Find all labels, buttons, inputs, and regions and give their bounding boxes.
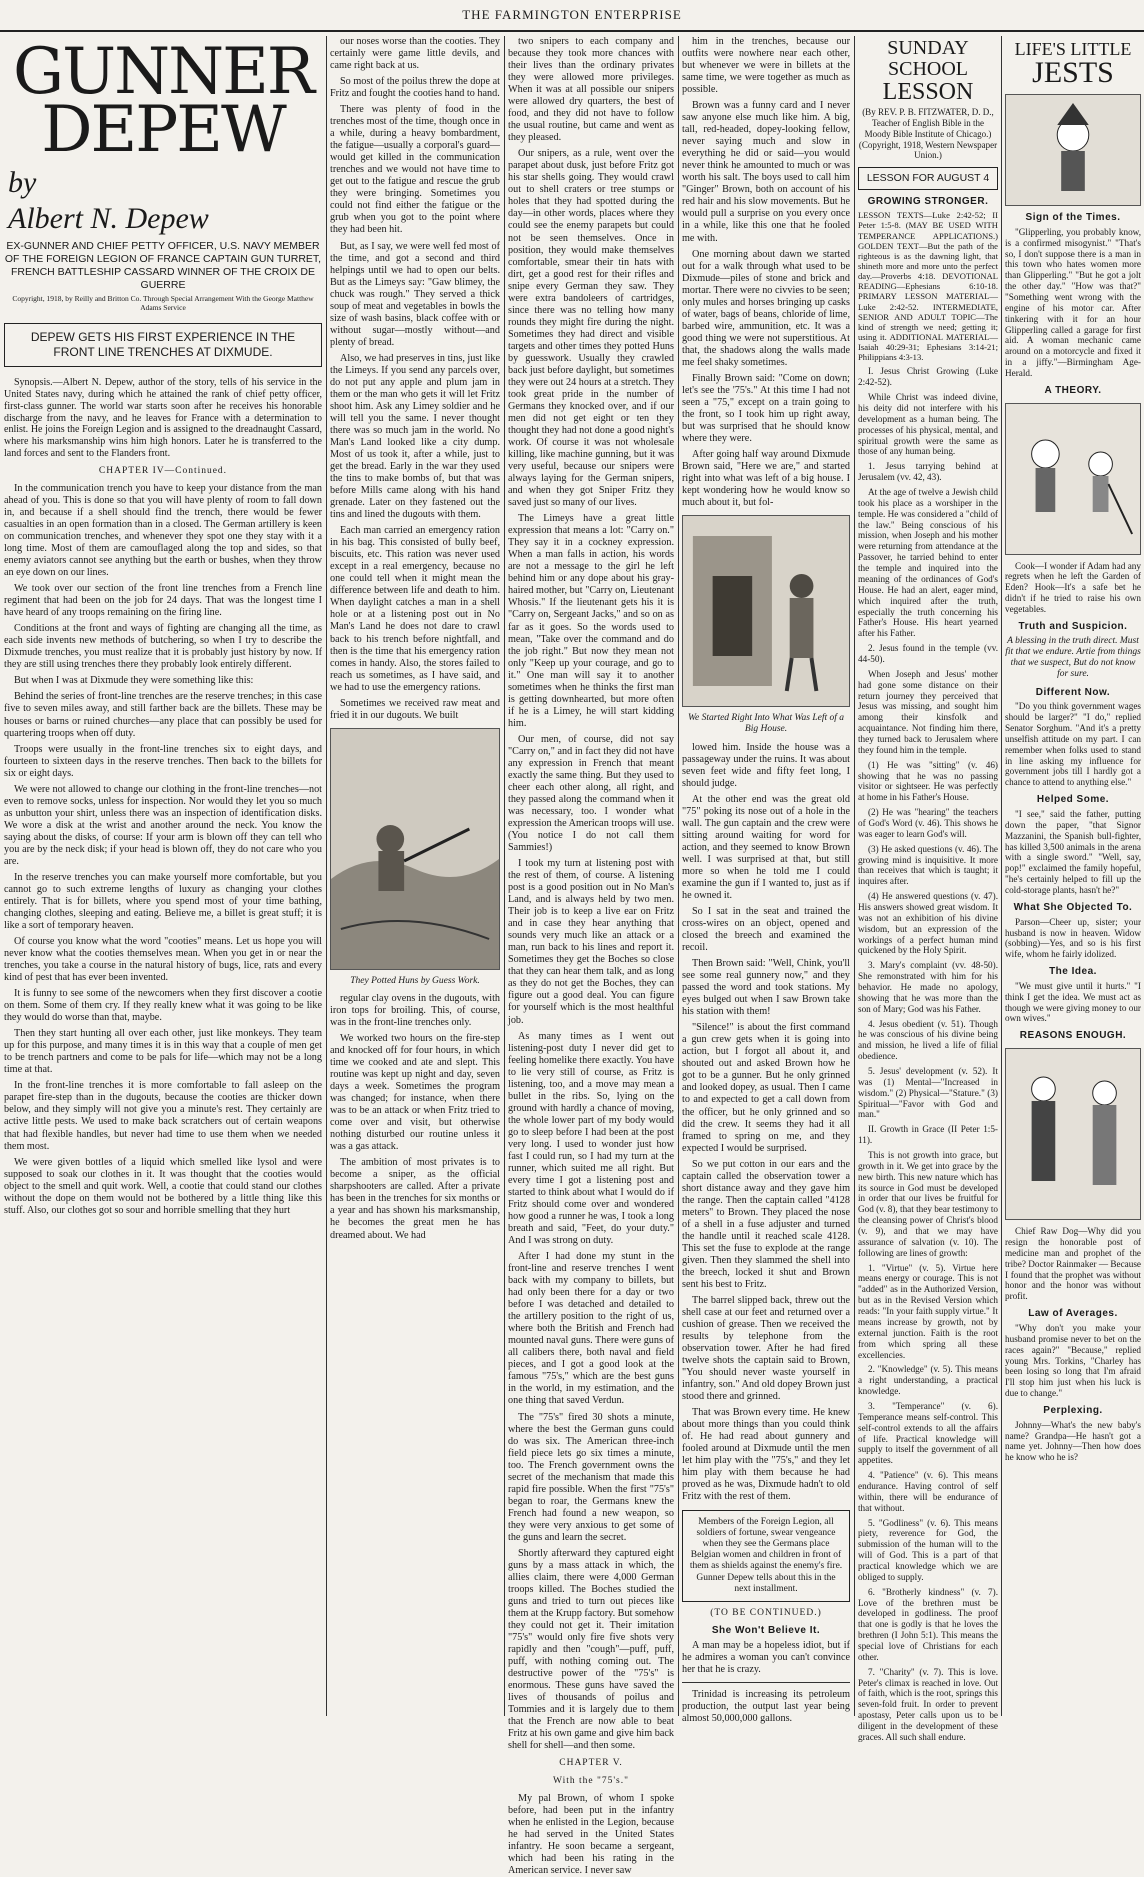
paragraph: So I sat in the seat and trained the cross-wires on an object, opened and closed the breech and examined the recoil. [682,906,850,954]
trench-illustration-svg [331,729,499,969]
paragraph: two snipers to each company and because they took more chances with their lives than the ordinary privates they were allowed more privileges. When it was at all possible our snipers were allowed dry quarters, the best of food, and they did not have to follow the usual routine, but came and went as they pleased. [508,36,674,144]
sunday-school-title [858,38,998,105]
author-credentials: EX-GUNNER AND CHIEF PETTY OFFICER, U.S. NAVY MEMBER OF THE FOREIGN LEGION OF FRANCE CAPTAIN GUN TURRET, FRENCH BATTLESHIP CASSARD WINNER OF THE CROIX DE GUERRE [4,239,322,292]
column-rule [854,36,855,1716]
sunday-school-column [858,36,998,1742]
paragraph: Then they start hunting all over each other, just like monkeys. They team up for this purpose, and many times it is in this way that a couple of men get to be trench partners and come to be pals for life—which may not be a long time at that. [4,1028,322,1076]
paragraph: Our men, of course, did not say "Carry on," and in fact they did not have any expression in French that meant exactly the same thing. But they used to cheer each other along, all right, and they passed along the command when it was necessary, too. I wonder what expression the American troops will use. (You notice I do not call them Sammies!) [508,733,674,854]
paragraph: After I had done my stunt in the front-line and reserve trenches I went back with my company to billets, but had only been there for a day or two before I was detached and detailed to the artillery position to the right of us, where both the British and French had mounted naval guns. There were guns of all calibers there, both naval and field pieces, and I got a good look at the famous "75's," which are the best guns in the world, in my estimation, and the one thing that saved Verdun. [508,1251,674,1407]
paragraph: Behind the series of front-line trenches are the reserve trenches; in this case five to seven miles away, and still farther back are the billets. These may be houses or barns or ruined churches—any place that can possibly be used for quartering troops when off duty. [4,691,322,739]
paragraph: The Limeys have a great little expression that means a lot: "Carry on." They say it in a cockney expression. When a man falls in action, his words are not a message to the girl he left behind him or any dope about his gray-haired mother, but "Carry on, Lieutenant Whosis." If the lieutenant gets his it is "Carry on, Sergeant Jacks," and so on as far as it goes. So the words used to mean, "Take over the command and do the job right." But now they mean not only "Keep up your courage, and go to it." One man will say it to another sometimes when he thinks the first man is getting downhearted, but more often if he is a Limey, he will start kidding him. [508,513,674,729]
by-word: by [8,166,37,200]
perplex-heading: Perplexing. [1043,1404,1103,1416]
ssl-byline: (By REV. P. B. FITZWATER, D. D., Teacher of English Bible in the Moody Bible Institute of Chicago.) (Copyright, 1918, Western Newspaper Union.) [858,107,998,161]
illustration-caption-2: We Started Right Into What Was Left of a Big House. [687,713,845,735]
divider [682,1682,850,1683]
column-2-bottom-paragraphs [330,993,500,1242]
law-text: "Why don't you make your husband promise never to bet on the races again?" "Because," replied young Mrs. Torkins, "Charley has been losing so long that I'm afraid I'll stop him just when his luck is due to change." [1005,1322,1141,1399]
paragraph: 7. "Charity" (v. 7). This is love. Peter's climax is reached in love. Out of faith, which is the root, springs this seven-fold fruit. In order to prevent apostasy, Peter calls upon us to be diligent in the development of these graces. All such shall endure. [858,1666,998,1742]
lifes-jests-column [1005,36,1141,1716]
paragraph: regular clay ovens in the dugouts, with iron tops for broiling. This, of course, was in the front-line trenches only. [330,992,500,1028]
reasons-cartoon [1005,1048,1141,1220]
paragraph: II. Growth in Grace (II Peter 1:5-11). [858,1124,998,1146]
paragraph: 5. Jesus' development (v. 52). It was (1) Mental—"Increased in wisdom." (2) Physical—"Stature." (3) Spiritual—"Favor with God and man." [858,1066,998,1120]
paragraph: At the other end was the great old "75" poking its nose out of a hole in the wall. The gun captain and the crew were sitting around waiting for word for action, and they seemed to know Brown well. I was surprised at that, but still more so when he told me I could examine the gun if I wanted to, just as if he owned it. [682,793,850,901]
chapter-5-heading: CHAPTER V. [559,1758,623,1769]
chapter-heading: CHAPTER IV—Continued. [98,465,228,476]
paragraph: We worked two hours on the fire-step and knocked off for four hours, in which time we cooked and ate and slept. This routine was kept up night and day, seven days a week. Sometimes the program was changed; for instance, when there was to be an attack or when Fritz tried to come over and visit, but otherwise nothing disturbed our routine unless it was a gas attack. [330,1033,500,1153]
reasons-heading: REASONS ENOUGH. [1019,1030,1127,1042]
column-rule [1001,36,1002,1716]
paragraph: lowed him. Inside the house was a passageway under the ruins. It was about seven feet wide and fifty feet long, I should judge. [682,741,850,789]
paragraph: (4) He answered questions (v. 47). His answers showed great wisdom. It was not an exhibition of his divine wisdom, but an expression of the workings of a perfect human mind quickened by the Holy Spirit. [858,891,998,956]
paragraph: 2. "Knowledge" (v. 5). This means a right understanding, a practical knowledge. [858,1364,998,1397]
paragraph: So most of the poilus threw the dope at Fritz and fought the cooties hand to hand. [330,76,500,100]
paragraph: (3) He asked questions (v. 46). The growing mind is inquisitive. It more than receives that which is taught; it inquires after. [858,843,998,887]
column-rule [326,36,327,1716]
paragraph: We were not allowed to change our clothing in the front-line trenches—not even to remove socks, unless for inspection. Nor would they let you so much as unbutton your shirt, unless there was an inspection of identification disks. We wore a disk at the wrist and another around the neck. You know the saying about the disks, of course: If your arm is blown off they can tell who you are by the neck disk; if your head is blown off, they do not care who you are. [4,783,322,867]
paragraph: Also, we had preserves in tins, just like the Limeys. If you send any parcels over, do not put any apple and plum jam in them or the man who gets it will let Fritz shoot him. Ask any Limey soldier and he will tell you the same. I never thought there was so much jam in the world. No Man's Land looked like a city dump. Most of us took it, after a while, just to get the bread. Early in the war they used the tins to make bombs of, but that was before Mills came along with his hand grenade. Later on they fastened out the tins and lined the dugouts with them. [330,352,500,521]
paragraph: 1. Jesus tarrying behind at Jerusalem (vv. 42, 43). [858,461,998,483]
paragraph: Sometimes we received raw meat and fried it in our dugouts. We built [330,697,500,721]
filler-text-2: Trinidad is increasing its petroleum production, the output last year being almost 50,000,000 gallons. [682,1689,850,1725]
lesson-texts: LESSON TEXTS—Luke 2:42-52; II Peter 1:5-8. (MAY BE USED WITH TEMPERANCE APPLICATIONS.) GOLDEN TEXT—But the path of the righteous is as the dawning light, that shineth more and more unto the perfect day.—Proverbs 4:18. DEVOTIONAL READING—Ephesians 6:10-18. PRIMARY LESSON MATERIAL—Luke 2:42-52. INTERMEDIATE, SENIOR AND ADULT TOPIC—The kind of strength we need; getting it; using it. ADDITIONAL MATERIAL—Isaiah 40:29-31; Ephesians 3:14-21; Philippians 4:3-13. [858,210,998,363]
lesson-date-box: LESSON FOR AUGUST 4 [858,167,998,189]
paragraph: At the age of twelve a Jewish child took his place as a worshiper in the temple. He was considered a "child of the law." Being conscious of his mission, when Joseph and his mother were returning from attendance at the Passover, he tarried behind to enter the temple and inquired into the meaning of the ordinances of God's House. He had an alert, eager mind, which inquired after the truth, especially the truth concerning his Father's House. His heart yearned after his Father. [858,487,998,639]
installment-headline: DEPEW GETS HIS FIRST EXPERIENCE IN THE FRONT LINE TRENCHES AT DIXMUDE. [4,323,322,367]
paragraph: The "75's" fired 30 shots a minute, where the best the German guns could do was six. The American three-inch field piece lets go six times a minute, too. The French government owns the secret of the mechanism that made this rapid fire possible. When the first "75's" began to roar, the Germans knew the French had found a new weapon, so they were very anxious to get some of the guns and learn the secret. [508,1411,674,1543]
chapter-5-subheading: With the "75's." [552,1775,629,1786]
jest-1-heading: Sign of the Times. [1025,212,1121,223]
paragraph: The ambition of most privates is to become a sniper, as the official sharpshooters are called. After a private has been in the trenches for six months or a year and has shown his marksmanship, he becomes the great men he has dreamed about. We had [330,1157,500,1241]
ssl-title-line-1: SUNDAY SCHOOL [887,37,969,80]
paragraph: 6. "Brotherly kindness" (v. 7). Love of the brethren must be developed in godliness. The proof that one is godly is that he loves the brethren (I John 5:1). This means the special love of Christians for each other. [858,1586,998,1662]
paragraph: 2. Jesus found in the temple (vv. 44-50). [858,643,998,664]
title-line-2: DEPEW [41,92,285,167]
reasons-caption: Chief Raw Dog—Why did you resign the honorable post of medicine man and prophet of the tribe? Doctor Rainmaker — Because I found that the prophet was without honor and the honor was without profit. [1005,1226,1141,1302]
reasons-cartoon-svg [1006,1049,1140,1219]
paragraph: As many times as I went out listening-post duty I never did get to feeling homelike there exactly. You have to lie very still of course, as Fritz is listening, too, and a move may mean a bullet in the ribs. So, lying on the ground with hardly a chance of moving, the whole lower part of my body would go to sleep before I had been at the post very long. I used to wonder just how fast I could run, so I had my turn at the runner, which suited me all right. But every time I got a listening post and started to think about what I would do if Fritz should come over and wondered how good a runner he was, I took a long breath and said, "Feet, do your duty." And I was strong on duty. [508,1030,674,1247]
paragraph: him in the trenches, because our outfits were nowhere near each other, but whenever we were in billets at the same time, we were together as much as possible. [682,36,850,96]
column-rule [504,36,505,1716]
truth-verse: A blessing in the truth direct. Must fit that we endure. Artie from things that we suspect, But do not know for sure. [1005,635,1141,680]
serial-title [4,35,322,167]
serial-column-2 [330,36,500,1716]
paragraph: It is funny to see some of the newcomers when they first discover a cootie on them. Some of them cry. If they really knew what it was going to be like they would do worse than that, maybe. [4,988,322,1024]
illustration-big-house [682,515,850,707]
masthead: THE FARMINGTON ENTERPRISE [0,0,1144,32]
paragraph: In the communication trench you have to keep your distance from the man ahead of you. This is done so that you will have plenty of room to fall down in, and because if a shell should find the trench, there would be fewer casualties in an open formation than in a closed. The German artillery is keen on communication trenches, and whenever they spot one they stay with it a long time. Most of them are camouflaged along the top and sides, so that enemy aviators cannot see anything but the earth or bushes, when they throw an eye down on our lines. [4,482,322,579]
paragraph: I. Jesus Christ Growing (Luke 2:42-52). [858,366,998,388]
serial-column-4 [682,36,850,1725]
paragraph: There was plenty of food in the trenches most of the time, though once in a while, during a heavy bombardment, the fatigue—usually a corporal's guard—would get killed in the communication trenches and we would not have time to get out to the fatigue and rescue the grub they were bringing. Sometimes you could not find either the fatigue or the grub when you got to the point where they had been hit. [330,104,500,236]
paragraph: One morning about dawn we started out for a walk through what used to be Dixmude—piles of stone and brick and mortar. There were no civvies to be seen; only mules and horses bringing up casks of water, bags of beans, chloride of lime, barbed wire, ammunition, etc. It was a good thing we were not superstitious. At that, the shadows along the walls made me feel shaky sometimes. [682,248,850,368]
paragraph: 4. Jesus obedient (v. 51). Though he was conscious of his divine being and mission, he lived a life of filial obedience. [858,1018,998,1062]
paragraph: (2) He was "hearing" the teachers of God's Word (v. 46). This shows he was eager to learn God's will. [858,807,998,839]
paragraph: In the front-line trenches it is more comfortable to fall asleep on the parapet fire-step than in the dugouts, because the cooties are thicker down below, and they simply will not give you a minute's rest. They certainly are active little pests. We used to make back scratchers out of certain weapons that had flexible handles, but never had time to use them when we needed them most. [4,1080,322,1152]
paragraph: I took my turn at listening post with the rest of them, of course. A listening post is a good position out in No Man's Land, and is always held by two men. Their job is to keep a live ear on Fritz and in case they hear anything that sounds very much like an attack or a man, run back to his lines and report it. Sometimes they get the Boches so close that they can hear them talk, and as long as they do not get the Boches, they can figure out a good deal. You can figure for yourself which is the most healthful job. [508,858,674,1026]
theory-cartoon [1005,403,1141,555]
to-be-continued: (TO BE CONTINUED.) [710,1607,822,1618]
helped-heading: Helped Some. [1036,794,1110,806]
paragraph: But when I was at Dixmude they were something like this: [14,675,254,687]
illustration-trench-soldiers [330,728,500,970]
synopsis: Synopsis.—Albert N. Depew, author of the story, tells of his service in the United States navy, during which he attained the rank of chief petty officer, first-class gunner. The world war starts soon after he receives his honorable discharge from the navy, and he leaves for France with a determination to enlist. He joins the Foreign Legion and is assigned to the dreadnaught Cassard, where his marksmanship wins him high honors. Later he is transferred to the land forces and sent to the Flanders front. [4,377,322,459]
ssl-title-line-2: LESSON [882,79,974,105]
author-name: Albert N. Depew [8,201,209,235]
paragraph: While Christ was indeed divine, his deity did not interfere with his development as a human being. The processes of his physical, mental, and spiritual growth were the same as those of any human being. [858,392,998,457]
paragraph: We were given bottles of a liquid which smelled like lysol and were supposed to soak our clothes in it. It was thought that the cooties would object to the smell and quit work. Well, a cootie that could stand our clothes without the dope on them would not be bothered by a little thing like this stuff. Also, our clothes got so sour and horrible smelling that they hurt [4,1156,322,1216]
paragraph: Conditions at the front and ways of fighting are changing all the time, as each side invents new methods of butchering, so when I try to describe the Dixmude trenches, you must realize that it is probably just history by now. If they are still using trenches there they probably look entirely different. [4,623,322,671]
paragraph: But, as I say, we were well fed most of the time, and got a second and third helpings until we had to open our belts. But as the Limeys say: "Gaw blimey, the chuck was rough." They served a thick soup of meat and vegetables in bowls the size of wash basins, black coffee with or without sugar—mostly without—and plenty of bread. [330,240,500,348]
paragraph: 3. Mary's complaint (vv. 48-50). She remonstrated with him for his behavior. He made no apology, showing that he was more than the son of Mary; God was his Father. [858,960,998,1014]
paragraph: In the reserve trenches you can make yourself more comfortable, but you cannot go to such extreme lengths of luxury as changing your clothes entirely. That is for billets, where you spend most of your time bathing, changing clothes, sleeping and eating. Believe me, a billet is great stuff; it is like a sort of temporary heaven. [4,871,322,931]
house-illustration-svg [683,516,849,706]
title-line-1: GUNNER [13,35,313,109]
perplex-text: Johnny—What's the new baby's name? Grandpa—He hasn't got a name yet. Johnny—Then how does he know who he is? [1005,1419,1141,1463]
serial-column-3 [508,36,674,1876]
column-2-top-paragraphs [330,36,500,722]
jests-title-line-1: LIFE'S LITTLE [1014,39,1132,59]
lesson-title: GROWING STRONGER. [867,195,989,207]
paragraph: Shortly afterward they captured eight guns by a mass attack in which, the allies claim, there were 4,000 German troops killed. The Boches studied the guns and tried to turn out pieces like them at the Krupp factory. But somehow they could not get it. Their imitation "75's" would only fire five shots very rapidly and then "cough"—puff, puff, puff, with nothing coming out. The destructive power of the "75's" is enormous. These guns have saved the lives of thousands of poilus and Tommies and it is largely due to them that the French are now able to beat Fritz at his own game and give him back shell for shell—and then some. [508,1547,674,1752]
copyright-line: Copyright, 1918, by Reilly and Britton Co. Through Special Arrangement With the George Matthew Adams Service [12,294,314,313]
theory-caption: Cook—I wonder if Adam had any regrets when he left the Garden of Eden? Hook—It's a safe bet he didn't if he tried to raise his own vegetables. [1005,560,1141,615]
paragraph: We took over our section of the front line trenches from a French line regiment that had been on the job for 24 days. That was the longest time I have heard of any troops remaining on the firing line. [4,583,322,619]
idea-heading: The Idea. [1049,966,1097,978]
paragraph: Of course you know what the word "cooties" means. Let us hope you will never know what the cooties themselves mean. When you get in or near the trenches, you take a course in the natural history of bugs, lice, rats and every kind of pest that has ever been invented. [4,936,322,984]
theory-cartoon-svg [1006,404,1140,554]
jests-title-line-2: JESTS [1032,56,1114,89]
filler-text: A man may be a hopeless idiot, but if he admires a woman you can't convince her that he is crazy. [682,1639,850,1675]
byline [8,165,322,236]
paragraph: 1. "Virtue" (v. 5). Virtue here means energy or courage. This is not "added" as in the Authorized Version, but as in the Revised Version which reads: "In your faith supply virtue." It means increase by growth, not by external junction. Faith is the root from which spring all these excellencies. [858,1262,998,1360]
sunday-school-paragraphs [858,366,998,1742]
illustration-caption: They Potted Huns by Guess Work. [350,975,480,986]
paragraph: After going half way around Dixmude Brown said, "Here we are," and started right into what was left of a big house. I kept wondering how he would know so much about it, but fol- [682,449,850,509]
column-1-paragraphs [4,483,322,1217]
helped-text: "I see," said the father, putting down the paper, "that Signor Mazzanini, the Spanish bull-fighter, has killed 3,500 animals in the arena with a single sword." "Well, say, pop!" exclaimed the family hopeful, "he's certainly helped to fill up the cold-storage plants, hasn't he?" [1005,809,1141,896]
jester-svg [1006,95,1140,205]
next-installment-notice: Members of the Foreign Legion, all soldiers of fortune, swear vengeance when they see the Germans place Belgian women and children in front of them as shields against the enemy's fire. Gunner Depew tells about this in the next installment. [682,1510,850,1602]
different-heading: Different Now. [1035,686,1111,698]
paragraph: 4. "Patience" (v. 6). This means endurance. Having control of self within, there will be endurance of that without. [858,1470,998,1513]
paragraph: The barrel slipped back, threw out the shell case at our feet and returned over a cushion of grease. Then we received the results by telephone from the observation tower. After he had fired twelve shots the captain said to Brown, "You should never waste yourself in infantry, son." And old dopey Brown just stood there and grinned. [682,1294,850,1403]
objected-heading: What She Objected To. [1013,901,1133,913]
paragraph: Our snipers, as a rule, went over the parapet about dusk, just before Fritz got his star shells going. They would crawl out to shell craters or tree stumps or holes that they had spotted during the day—in other words, places where they could see the enemy parapets but could not be seen themselves. Once in position, they would make themselves comfortable, smear their tin hats with dirt, get a good rest for their rifles and snipe every German they saw. They were extra bandoleers of cartridges, since there was no telling how many rounds they might fire during the night. Sometimes they had direct and visible targets and other times they potted Huns by guesswork. Usually they crawled back just before daylight, but sometimes they were out 24 hours at a stretch. They took great pride in the number of Germans they knocked over, and if our men did not get eight or ten they thought they had not done a good night's work. Of course it was not wholesale killing, like machine gunning, but it was very useful, because our snipers were always laying for the German snipers, and when they got Sniper Fritz they saved just so many of our lives. [508,148,674,509]
paragraph: (1) He was "sitting" (v. 46) showing that he was no passing visitor or sightseer. He was perfectly at home in his Father's House. [858,759,998,803]
paragraph: Troops were usually in the front-line trenches six to eight days, and fourteen to sixteen days in the reserve trenches. Then back to the billets for six or eight days. [4,743,322,779]
idea-text: "We must give until it hurts." "I think I get the idea. We must act as though we were giving money to our own wives." [1005,980,1141,1024]
truth-heading: Truth and Suspicion. [1018,620,1128,632]
column-4-lower-paragraphs [682,742,850,1504]
paragraph: So we put cotton in our ears and the captain called the observation tower a short distance away and they gave him the range. Then the captain called "4128 meters" to Brown. They placed the nose of a shell in a fuse adjuster and turned the handle until it reached scale 4128. This set the fuse to explode at the range given. Then they slammed the shell into the breech, locked it shut and Brown sent his best to Fritz. [682,1158,850,1290]
paragraph: That was Brown every time. He knew about more things than you could think of. He had read about gunnery and fooled around at Dixmude until the men let him play with the "75's," and they let him play with them because he had proved as he was, Dixmude hadn't to old Fritz with the rest of them. [682,1407,850,1503]
paragraph: Brown was a funny card and I never saw anyone else much like him. A big, tall, red-headed, dopey-looking fellow, never saying much and slow in everything he did or said—you would never think he amounted to much or was worth his salt. The boys used to call him "Ginger" Brown, both on account of his red hair and his slow movements. But he would pull a surprise on you every once in a while, like this one that he fooled me with. [682,100,850,244]
law-heading: Law of Averages. [1028,1308,1118,1320]
paragraph: Each man carried an emergency ration in his bag. This consisted of bully beef, biscuits, etc. This ration was never used except in a real emergency, because no one could tell when it might mean the difference between life and death to him. When daylight catches a man in a shell hole or at a listening post out in No Man's Land he does not dare to crawl back to his trench before nightfall, and then is the time that his emergency ration comes in handy. Also, the stores failed to reach us sometimes, as I have said, and we had to use the emergency rations. [330,525,500,693]
jests-header-illustration [1005,94,1141,206]
paragraph: 3. "Temperance" (v. 6). Temperance means self-control. This self-control extends to all the affairs of life. Practical knowledge will supply to itself the government of all appetites. [858,1400,998,1466]
serial-column-1 [4,36,322,1716]
paragraph: Finally Brown said: "Come on down; let's see the '75's." At this time I had not seen a "75," except on a train going to the front, so I took him up right away, but was surprised that he should know where they were. [682,372,850,444]
paragraph: our noses worse than the cooties. They certainly were game little devils, and came right back at us. [330,36,500,72]
paragraph: Then Brown said: "Well, Chink, you'll see some real gunnery now," and they passed the word and took stations. My eyes bulged out when I saw Brown take his station with them! [682,958,850,1018]
theory-heading: A THEORY. [1044,384,1102,396]
paragraph: 5. "Godliness" (v. 6). This means piety, reverence for God, the submission of the human will to the will of God. This is a part of that practical knowledge which we are obliged to supply. [858,1517,998,1582]
paragraph: When Joseph and Jesus' mother had gone some distance on their return journey they perceived that Jesus was missing, and sought him among their kinsfolk and acquaintance. Not finding him there, they turned back to Jerusalem where they found him in the temple. [858,668,998,755]
objected-text: Parson—Cheer up, sister; your husband is now in heaven. Widow (sobbing)—Yes, and so is his first wife, whom he fairly idolized. [1005,916,1141,960]
column-3-paragraphs [508,36,674,1752]
column-4-paragraphs [682,36,850,509]
column-rule [678,36,679,1716]
jests-title [1005,40,1141,88]
different-text: "Do you think government wages should be larger?" "I do," replied Senator Sorghum. "And it's a pretty unselfish attitude on my part. I can remember when folks used to stand in line asking my influence for government jobs till I hardly got a chance to attend to anything else." [1005,701,1141,788]
filler-heading: She Won't Believe It. [711,1625,821,1637]
column-3-bottom-paragraph: My pal Brown, of whom I spoke before, had been put in the infantry when he enlisted in the Legion, because he had served in the United States infantry. He soon became a sergeant, which had been his rating in the American service. I never saw [508,1792,674,1876]
paragraph: This is not growth into grace, but growth in it. We get into grace by the new birth. This new nature which has its source in God must be developed in order that our lives be fruitful for God (v. 8), that they bear testimony to the cleansing power of Christ's blood (v. 9), and that we may have assurance of salvation (v. 10). The following are lines of growth: [858,1150,998,1258]
paragraph: "Silence!" is about the first command a gun crew gets when it is going into action, but I forgot all about it, and shouted out and asked Brown how he got to be a gunner. But he only grinned and looked dopey, as usual. Then I came to and expected to get a call down from the officer, but he only grinned and so did the crew. It seems they had it all framed to spring on me, and they expected I would be surprised. [682,1022,850,1154]
jest-1-text: "Glipperling, you probably know, is a confirmed misogynist." "That's so, I don't suppose there is a man in this town who hates women more than Glipperling." "But he got a jolt the other day." "How was that?" "Something went wrong with the engine of his motor car. After tinkering with it for an hour Glipperling called a garage for first aid. A woman mechanic came around on a motorcycle and fixed it in a jiffy."—Birmingham Age-Herald. [1005,226,1141,378]
